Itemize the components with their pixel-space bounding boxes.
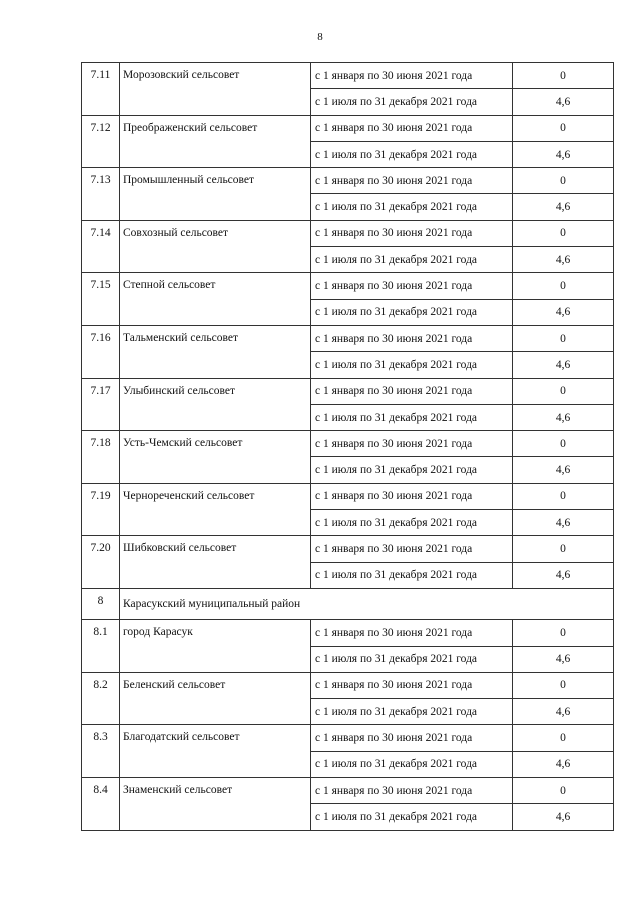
period-cell: с 1 января по 30 июня 2021 года: [311, 115, 513, 141]
value-cell: 0: [513, 168, 614, 194]
period-cell: с 1 июля по 31 декабря 2021 года: [311, 89, 513, 115]
row-number: 7.11: [82, 63, 120, 116]
value-cell: 0: [513, 115, 614, 141]
municipality-name: Тальменский сельсовет: [120, 325, 311, 378]
value-cell: 0: [513, 273, 614, 299]
period-cell: с 1 января по 30 июня 2021 года: [311, 220, 513, 246]
value-cell: 4,6: [513, 699, 614, 725]
municipality-name: Совхозный сельсовет: [120, 220, 311, 273]
table-row: [82, 483, 614, 509]
value-cell: 4,6: [513, 804, 614, 830]
value-cell: 0: [513, 672, 614, 698]
period-cell: с 1 июля по 31 декабря 2021 года: [311, 141, 513, 167]
period-cell: с 1 июля по 31 декабря 2021 года: [311, 751, 513, 777]
period-cell: с 1 июля по 31 декабря 2021 года: [311, 247, 513, 273]
value-cell: 4,6: [513, 141, 614, 167]
period-cell: с 1 января по 30 июня 2021 года: [311, 536, 513, 562]
value-cell: 0: [513, 378, 614, 404]
period-cell: с 1 января по 30 июня 2021 года: [311, 778, 513, 804]
value-cell: 4,6: [513, 247, 614, 273]
period-cell: с 1 января по 30 июня 2021 года: [311, 483, 513, 509]
period-cell: с 1 января по 30 июня 2021 года: [311, 672, 513, 698]
period-cell: с 1 июля по 31 декабря 2021 года: [311, 510, 513, 536]
row-number: 7.13: [82, 168, 120, 221]
row-number: 8.3: [82, 725, 120, 778]
row-number: 7.14: [82, 220, 120, 273]
value-cell: 4,6: [513, 646, 614, 672]
table-row: [82, 672, 614, 698]
value-cell: 0: [513, 620, 614, 646]
period-cell: с 1 января по 30 июня 2021 года: [311, 620, 513, 646]
municipality-name: Преображенский сельсовет: [120, 115, 311, 168]
municipality-name: Усть-Чемский сельсовет: [120, 431, 311, 484]
table-row: [82, 115, 614, 141]
district-row: [82, 588, 614, 619]
municipality-name: Морозовский сельсовет: [120, 63, 311, 116]
table-row: [82, 378, 614, 404]
value-cell: 4,6: [513, 194, 614, 220]
value-cell: 0: [513, 536, 614, 562]
value-cell: 0: [513, 778, 614, 804]
period-cell: с 1 июля по 31 декабря 2021 года: [311, 699, 513, 725]
table-row: [82, 273, 614, 299]
row-number: 7.20: [82, 536, 120, 589]
municipality-name: Степной сельсовет: [120, 273, 311, 326]
municipality-name: Знаменский сельсовет: [120, 778, 311, 831]
table-row: [82, 725, 614, 751]
period-cell: с 1 января по 30 июня 2021 года: [311, 378, 513, 404]
period-cell: с 1 января по 30 июня 2021 года: [311, 63, 513, 89]
period-cell: с 1 июля по 31 декабря 2021 года: [311, 562, 513, 588]
row-number: 8.1: [82, 620, 120, 673]
period-cell: с 1 июля по 31 декабря 2021 года: [311, 299, 513, 325]
value-cell: 0: [513, 483, 614, 509]
period-cell: с 1 июля по 31 декабря 2021 года: [311, 804, 513, 830]
value-cell: 4,6: [513, 89, 614, 115]
table-row: [82, 220, 614, 246]
municipality-name: Благодатский сельсовет: [120, 725, 311, 778]
value-cell: 0: [513, 431, 614, 457]
row-number: 7.18: [82, 431, 120, 484]
period-cell: с 1 июля по 31 декабря 2021 года: [311, 352, 513, 378]
value-cell: 0: [513, 725, 614, 751]
municipality-name: Улыбинский сельсовет: [120, 378, 311, 431]
value-cell: 4,6: [513, 751, 614, 777]
value-cell: 4,6: [513, 352, 614, 378]
value-cell: 0: [513, 325, 614, 351]
row-number: 8.4: [82, 778, 120, 831]
table-row: [82, 325, 614, 351]
table-row: [82, 63, 614, 89]
row-number: 7.12: [82, 115, 120, 168]
period-cell: с 1 января по 30 июня 2021 года: [311, 273, 513, 299]
value-cell: 4,6: [513, 457, 614, 483]
page-number: 8: [317, 31, 323, 43]
tariff-table: [81, 62, 614, 831]
table-row: [82, 168, 614, 194]
table-row: [82, 620, 614, 646]
district-name: Карасукский муниципальный район: [120, 588, 614, 619]
period-cell: с 1 июля по 31 декабря 2021 года: [311, 194, 513, 220]
value-cell: 4,6: [513, 299, 614, 325]
table-row: [82, 431, 614, 457]
table-row: [82, 536, 614, 562]
period-cell: с 1 января по 30 июня 2021 года: [311, 431, 513, 457]
value-cell: 4,6: [513, 404, 614, 430]
period-cell: с 1 июля по 31 декабря 2021 года: [311, 404, 513, 430]
period-cell: с 1 июля по 31 декабря 2021 года: [311, 646, 513, 672]
period-cell: с 1 января по 30 июня 2021 года: [311, 325, 513, 351]
period-cell: с 1 июля по 31 декабря 2021 года: [311, 457, 513, 483]
municipality-name: Беленский сельсовет: [120, 672, 311, 725]
municipality-name: город Карасук: [120, 620, 311, 673]
table-body: [82, 63, 614, 831]
value-cell: 4,6: [513, 510, 614, 536]
municipality-name: Чернореченский сельсовет: [120, 483, 311, 536]
row-number: 7.15: [82, 273, 120, 326]
period-cell: с 1 января по 30 июня 2021 года: [311, 725, 513, 751]
period-cell: с 1 января по 30 июня 2021 года: [311, 168, 513, 194]
row-number: 7.17: [82, 378, 120, 431]
row-number: 8.2: [82, 672, 120, 725]
row-number: 7.16: [82, 325, 120, 378]
value-cell: 0: [513, 220, 614, 246]
row-number: 8: [82, 588, 120, 619]
table-row: [82, 778, 614, 804]
municipality-name: Промышленный сельсовет: [120, 168, 311, 221]
municipality-name: Шибковский сельсовет: [120, 536, 311, 589]
value-cell: 0: [513, 63, 614, 89]
value-cell: 4,6: [513, 562, 614, 588]
row-number: 7.19: [82, 483, 120, 536]
